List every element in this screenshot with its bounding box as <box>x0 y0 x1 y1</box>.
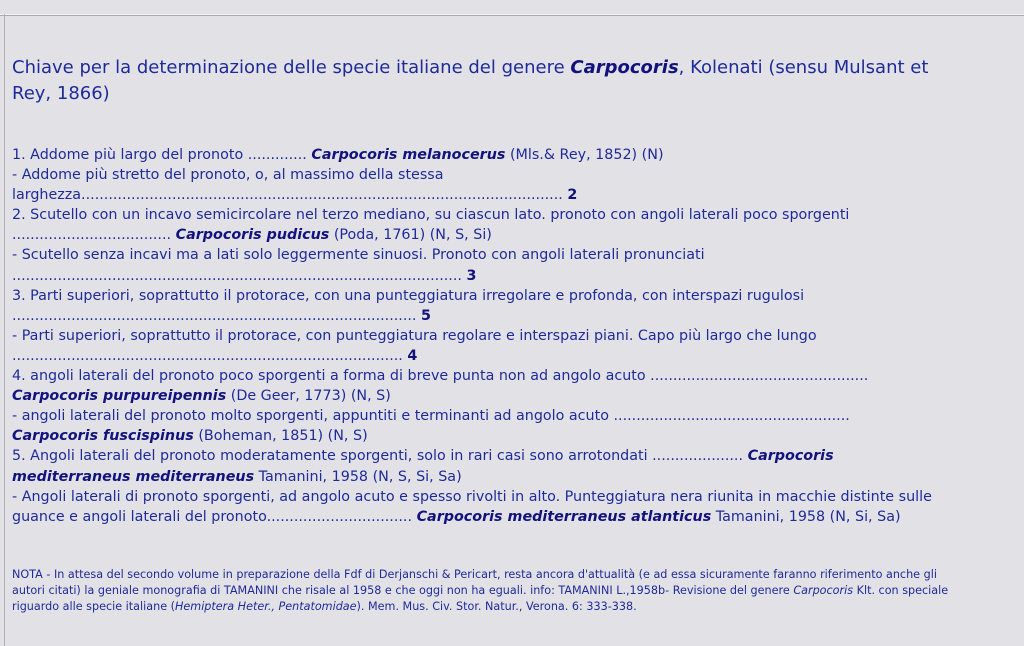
key-line: 4. angoli laterali del pronoto poco sporgenti a forma di breve punta non ad angolo acuto ................................................ <box>12 368 869 385</box>
key-line <box>12 507 1017 527</box>
nota-footnote <box>12 567 1017 615</box>
key-line <box>12 426 1017 446</box>
nota-taxa: Hemiptera Heter., Pentatomidae <box>175 600 357 613</box>
nota-line <box>12 599 1017 615</box>
key-line <box>12 306 1017 326</box>
nota-text: Klt. con speciale <box>853 584 949 597</box>
key-text: guance e angoli laterali del pronoto................................ <box>12 508 417 525</box>
couplet-ref-5: 5 <box>421 307 431 324</box>
couplet-ref-2: 2 <box>567 187 578 204</box>
species-author: Tamanini, 1958 (N, S, Si, Sa) <box>254 468 462 485</box>
key-line <box>12 185 1017 205</box>
species-genus: Carpocoris <box>747 448 834 465</box>
species-author: (De Geer, 1773) (N, S) <box>226 388 391 405</box>
key-dots: ......................................................................................... <box>12 307 422 324</box>
title-line2: Rey, 1866) <box>12 83 110 104</box>
species-melanocerus: Carpocoris melanocerus <box>311 147 506 163</box>
key-text: larghezza.......................................................................................................... <box>12 187 568 204</box>
couplet-ref-4: 4 <box>407 347 418 364</box>
key-dots: ...................................................................................... <box>12 347 408 364</box>
species-fuscispinus: Carpocoris fuscispinus <box>12 428 194 445</box>
nota-text: ). Mem. Mus. Civ. Stor. Natur., Verona. 6: 333-338. <box>356 600 637 613</box>
page-title <box>12 55 1002 107</box>
species-author: (Poda, 1761) (N, S, Si) <box>329 227 492 244</box>
key-line: - Parti superiori, soprattutto il protorace, con punteggiatura regolare e interspazi piani. Capo più largo che lungo <box>12 327 817 344</box>
species-author: (Boheman, 1851) (N, S) <box>193 428 368 445</box>
key-line: - Angoli laterali di pronoto sporgenti, ad angolo acuto e spesso rivolti in alto. Punteggiatura nera riunita in macchie distinte sulle <box>12 488 932 505</box>
title-genus: Carpocoris <box>570 57 679 78</box>
species-purpureipennis: Carpocoris purpureipennis <box>12 388 227 405</box>
key-line <box>12 446 1017 466</box>
key-line <box>12 346 1017 366</box>
nota-text: riguardo alle specie italiane ( <box>12 600 175 613</box>
species-mediterraneus-atlanticus: Carpocoris mediterraneus atlanticus <box>416 508 712 525</box>
key-line <box>12 386 1017 406</box>
key-line: 2. Scutello con un incavo semicircolare nel terzo mediano, su ciascun lato. pronoto con angoli laterali poco sporgenti <box>12 207 850 224</box>
left-frame-border <box>4 14 5 646</box>
key-text: 1. Addome più largo del pronoto ............. <box>12 147 312 163</box>
key-line <box>12 145 1017 165</box>
key-dots: ................................................................................................... <box>12 267 467 284</box>
top-divider <box>0 14 1024 16</box>
key-line: - angoli laterali del pronoto molto sporgenti, appuntiti e terminanti ad angolo acuto .................................................... <box>12 408 850 425</box>
title-suffix: , Kolenati (sensu Mulsant et <box>678 57 929 78</box>
nota-text: autori citati) la geniale monografia di TAMANINI che risale al 1958 e che oggi non ha eguali. info: TAMANINI L.,1958b- Revisione del genere <box>12 584 794 597</box>
nota-line <box>12 583 1017 599</box>
key-line <box>12 225 1017 245</box>
key-dots: ................................... <box>12 227 176 244</box>
title-prefix: Chiave per la determinazione delle specie italiane del genere <box>12 57 571 78</box>
identification-key <box>12 145 1017 527</box>
key-line <box>12 266 1017 286</box>
species-author: Tamanini, 1958 (N, Si, Sa) <box>711 508 901 525</box>
key-text: 5. Angoli laterali del pronoto moderatamente sporgenti, solo in rari casi sono arrotondati .................... <box>12 448 748 465</box>
key-line <box>12 467 1017 487</box>
key-line: 3. Parti superiori, soprattutto il protorace, con una punteggiatura irregolare e profonda, con interspazi rugulosi <box>12 287 805 304</box>
species-author: (Mls.& Rey, 1852) (N) <box>505 147 664 163</box>
species-pudicus: Carpocoris pudicus <box>175 227 330 244</box>
key-line: - Addome più stretto del pronoto, o, al massimo della stessa <box>12 167 444 184</box>
couplet-ref-3: 3 <box>466 267 477 284</box>
nota-line: NOTA - In attesa del secondo volume in preparazione della Fdf di Derjanschi & Pericart, resta ancora d'attualità (e ad essa sicuramente faranno riferimento anche gli <box>12 568 937 581</box>
key-line: - Scutello senza incavi ma a lati solo leggermente sinuosi. Pronoto con angoli laterali pronunciati <box>12 247 705 264</box>
nota-genus: Carpocoris <box>793 584 854 597</box>
species-mediterraneus-mediterraneus: mediterraneus mediterraneus <box>12 468 255 485</box>
